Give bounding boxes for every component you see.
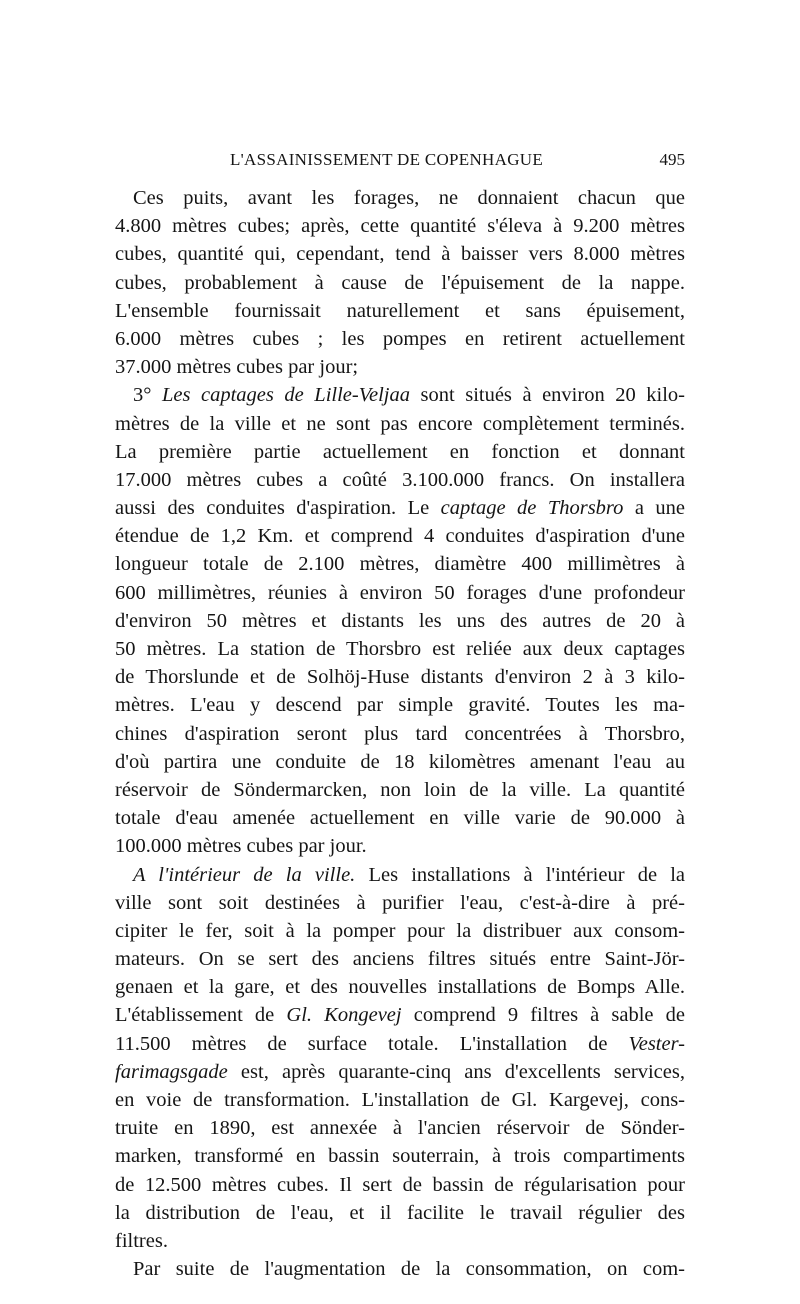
text-line	[115, 550, 685, 578]
text-segment: en voie de transformation. L'installation de Gl. Kargevej, cons-	[115, 1089, 685, 1111]
text-segment: comprend 9 filtres à sable de	[401, 1004, 686, 1027]
italic-text: Vester-	[628, 1032, 685, 1055]
text-line	[115, 1114, 685, 1142]
text-line	[115, 776, 685, 804]
text-line	[115, 1086, 685, 1114]
italic-text: Les captages de Lille-Veljaa	[162, 384, 410, 407]
text-line	[115, 1171, 685, 1199]
text-segment: est, après quarante-cinq ans d'excellents services,	[227, 1060, 685, 1083]
text-segment: La première partie actuellement en fonction et donnant	[115, 440, 685, 463]
text-line	[115, 804, 685, 832]
text-segment: aussi des conduites d'aspiration. Le	[115, 497, 441, 520]
text-line	[115, 269, 685, 297]
text-segment: cipiter le fer, soit à la pomper pour la distribuer aux consom-	[115, 919, 685, 942]
text-line	[115, 353, 685, 381]
text-line	[115, 691, 685, 719]
text-segment: 3°	[133, 384, 162, 407]
page-number: 495	[659, 150, 685, 169]
text-line	[115, 494, 685, 522]
text-line	[115, 832, 685, 860]
text-line	[115, 720, 685, 748]
text-line	[115, 1030, 685, 1058]
text-segment: la distribution de l'eau, et il facilite le travail régulier des	[115, 1201, 685, 1224]
text-segment: marken, transformé en bassin souterrain, à trois compartiments	[115, 1145, 685, 1168]
text-segment: d'où partira une conduite de 18 kilomètres amenant l'eau au	[115, 750, 685, 773]
body-text	[115, 184, 685, 1283]
text-line	[115, 438, 685, 466]
text-line	[115, 184, 685, 212]
text-segment: Par suite de l'augmentation de la consommation, on com-	[133, 1258, 685, 1281]
text-segment: mateurs. On se sert des anciens filtres situés entre Saint-Jör-	[115, 948, 685, 971]
text-line	[115, 297, 685, 325]
text-line	[115, 1142, 685, 1170]
text-segment: de 12.500 mètres cubes. Il sert de bassin de régularisation pour	[115, 1173, 685, 1196]
italic-text: Gl. Kongevej	[286, 1004, 402, 1027]
text-segment: 17.000 mètres cubes a coûté 3.100.000 francs. On installera	[115, 468, 685, 491]
text-segment: réservoir de Söndermarcken, non loin de la ville. La quantité	[115, 778, 685, 801]
text-segment: chines d'aspiration seront plus tard concentrées à Thorsbro,	[115, 722, 685, 745]
text-line	[115, 1058, 685, 1086]
text-segment: 37.000 mètres cubes par jour;	[115, 356, 359, 379]
italic-text: A l'intérieur de la ville.	[133, 863, 356, 886]
running-head	[115, 150, 685, 172]
text-line	[115, 917, 685, 945]
text-line	[115, 381, 685, 409]
text-segment: L'établissement de	[115, 1004, 287, 1027]
text-segment: filtres.	[115, 1229, 168, 1252]
text-line	[115, 748, 685, 776]
text-line	[115, 466, 685, 494]
text-line	[115, 663, 685, 691]
text-segment: 11.500 mètres de surface totale. L'installation de	[115, 1032, 629, 1055]
text-segment: mètres. L'eau y descend par simple gravité. Toutes les ma-	[115, 694, 685, 717]
text-line	[115, 410, 685, 438]
text-segment: 4.800 mètres cubes; après, cette quantité s'éleva à 9.200 mètres	[115, 215, 685, 238]
text-segment: d'environ 50 mètres et distants les uns des autres de 20 à	[115, 609, 685, 632]
text-segment: L'ensemble fournissait naturellement et sans épuisement,	[115, 299, 685, 322]
text-segment: cubes, probablement à cause de l'épuisement de la nappe.	[115, 271, 685, 294]
running-title: L'ASSAINISSEMENT DE COPENHAGUE	[230, 150, 544, 169]
text-segment: de Thorslunde et de Solhöj-Huse distants d'environ 2 à 3 kilo-	[115, 666, 685, 689]
text-segment: 50 mètres. La station de Thorsbro est reliée aux deux captages	[115, 638, 685, 660]
text-line	[115, 973, 685, 1001]
text-segment: sont situés à environ 20 kilo-	[409, 384, 686, 407]
text-line	[115, 1001, 685, 1029]
italic-text: captage de Thorsbro	[440, 497, 624, 520]
text-segment: longueur totale de 2.100 mètres, diamètre 400 millimètres à	[115, 553, 685, 576]
text-line	[115, 522, 685, 550]
italic-text: farimagsgade	[115, 1060, 228, 1083]
text-segment: cubes, quantité qui, cependant, tend à baisser vers 8.000 mètres	[115, 243, 685, 266]
text-line	[115, 325, 685, 353]
text-line	[115, 635, 685, 663]
text-segment: Les installations à l'intérieur de la	[355, 863, 685, 886]
text-line	[115, 607, 685, 635]
text-segment: totale d'eau amenée actuellement en ville varie de 90.000 à	[115, 807, 685, 830]
text-segment: 600 millimètres, réunies à environ 50 forages d'une profondeur	[115, 581, 685, 604]
text-line	[115, 1199, 685, 1227]
text-line	[115, 1255, 685, 1283]
document-page	[115, 150, 685, 1283]
text-line	[115, 579, 685, 607]
text-line	[115, 889, 685, 917]
text-segment: a une	[623, 497, 685, 520]
text-segment: ville sont soit destinées à purifier l'eau, c'est-à-dire à pré-	[115, 891, 685, 914]
text-segment: 6.000 mètres cubes ; les pompes en retirent actuellement	[115, 327, 685, 350]
text-line	[115, 240, 685, 268]
text-segment: mètres de la ville et ne sont pas encore complètement terminés.	[115, 412, 685, 435]
text-line	[115, 1227, 685, 1255]
text-segment: 100.000 mètres cubes par jour.	[115, 835, 367, 858]
text-line	[115, 212, 685, 240]
text-line	[115, 861, 685, 889]
text-line	[115, 945, 685, 973]
text-segment: truite en 1890, est annexée à l'ancien réservoir de Sönder-	[115, 1117, 685, 1140]
text-segment: Ces puits, avant les forages, ne donnaient chacun que	[133, 187, 685, 209]
text-segment: genaen et la gare, et des nouvelles installations de Bomps Alle.	[115, 976, 685, 999]
text-segment: étendue de 1,2 Km. et comprend 4 conduites d'aspiration d'une	[115, 525, 685, 548]
